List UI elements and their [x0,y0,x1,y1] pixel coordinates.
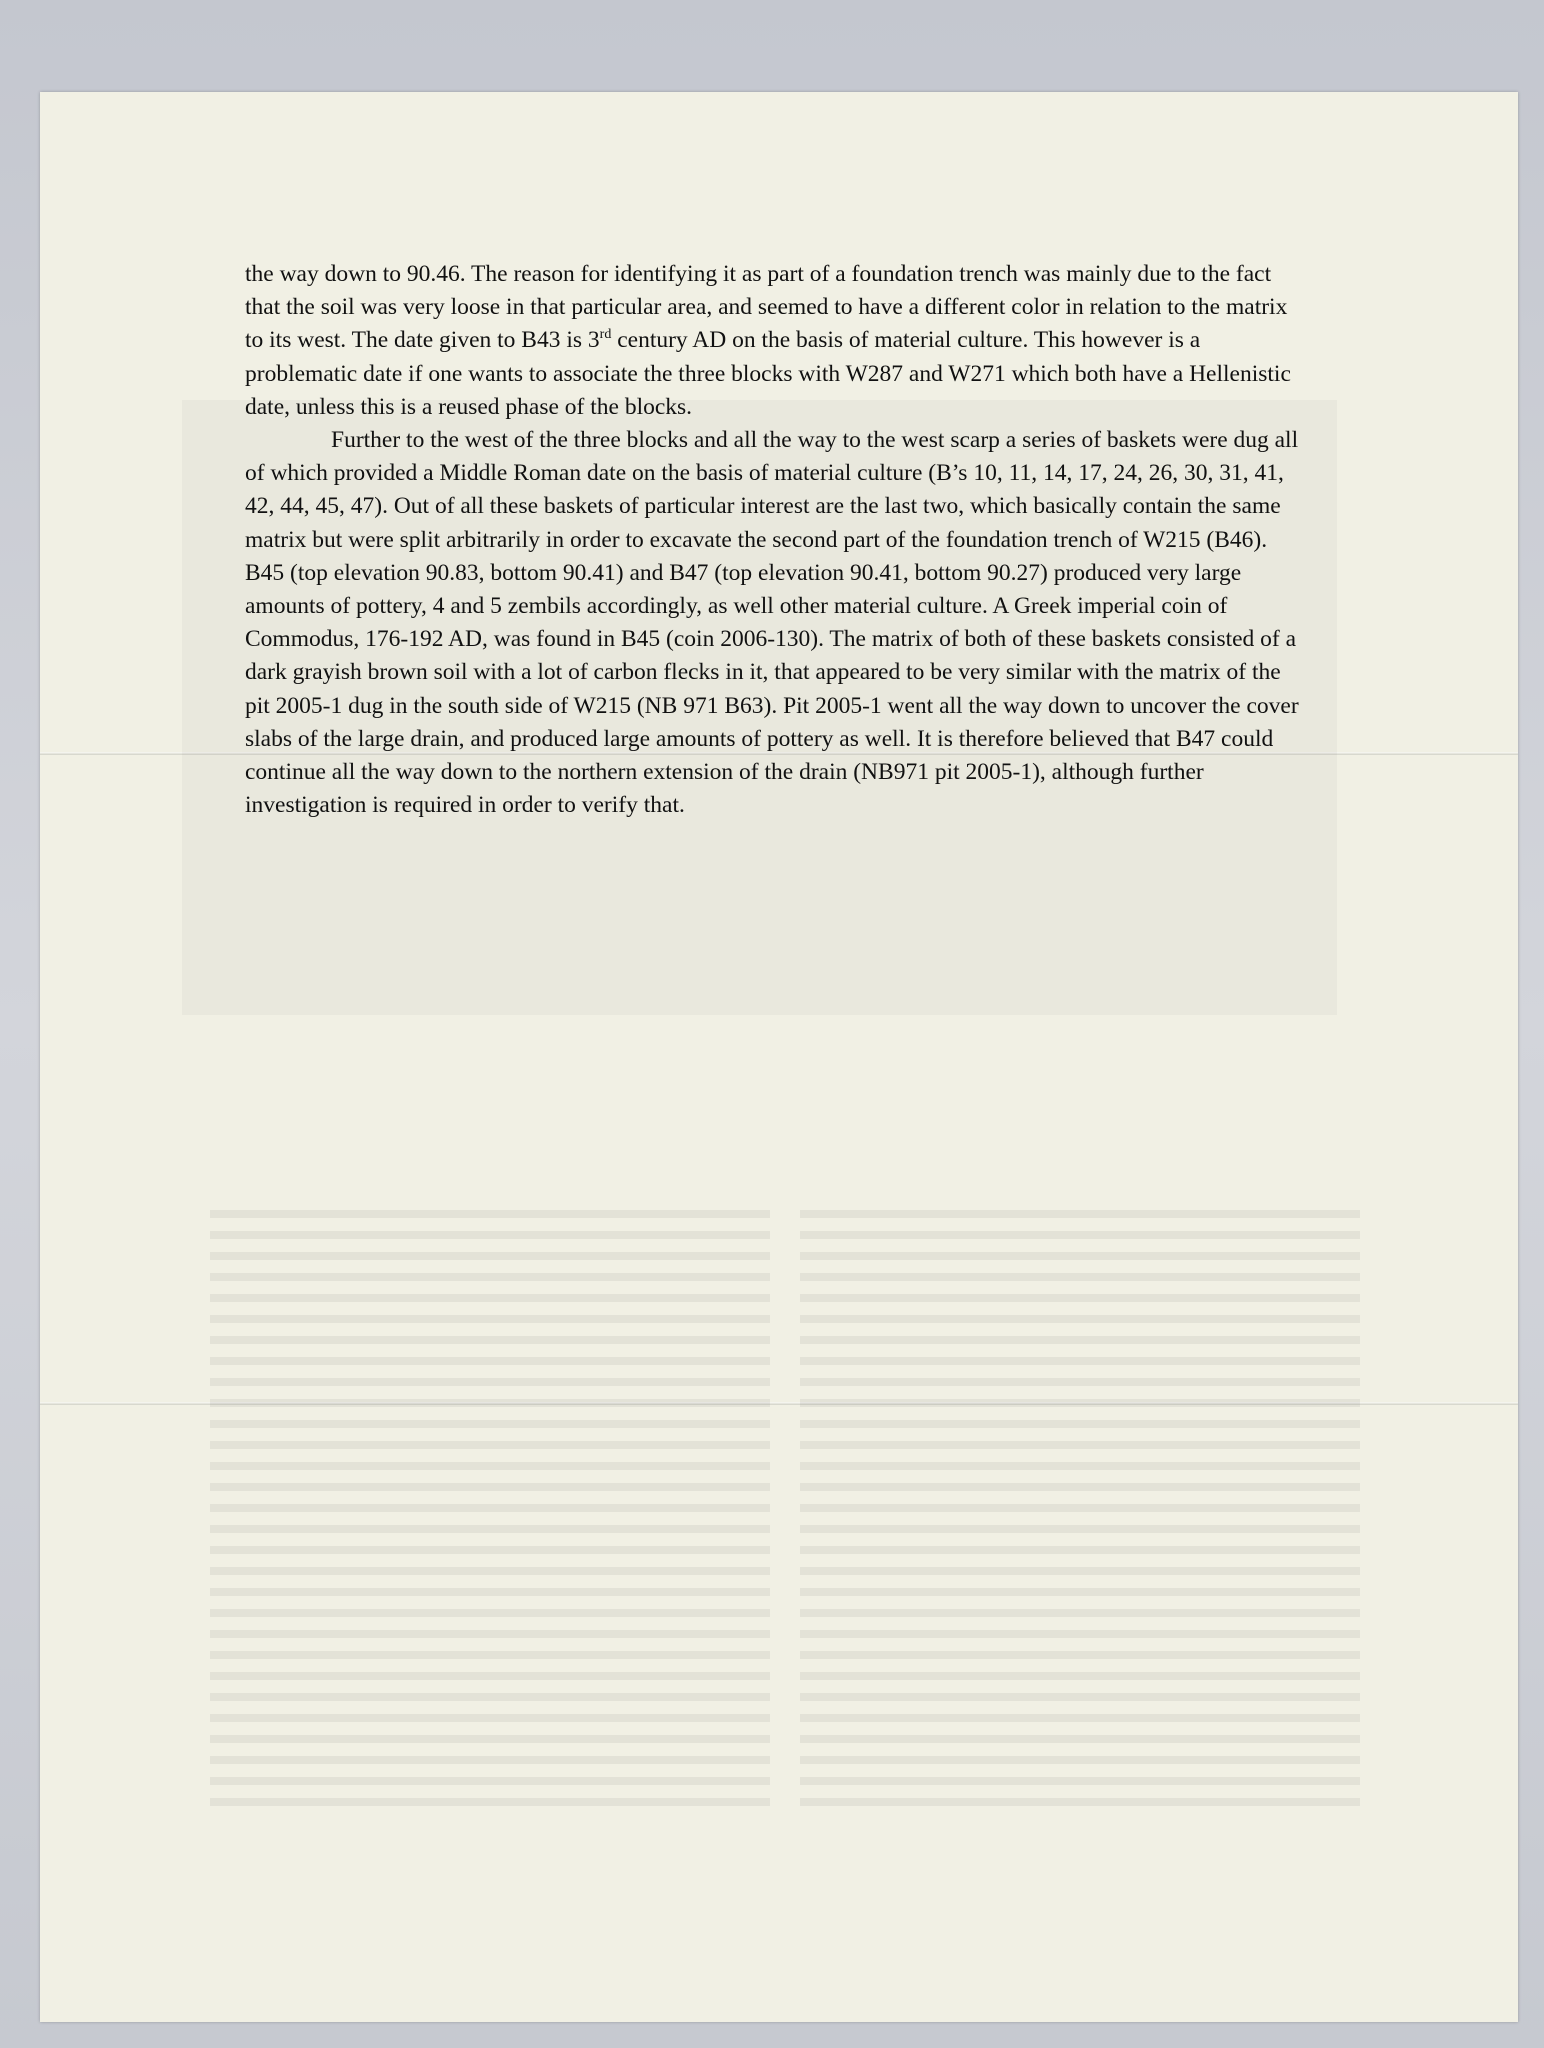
paragraph-1-text: the way down to 90.46. The reason for identifying it as part of a foundation trench was mainly due to the fact that the soil was very loose in that particular area, and seemed to have a different color in relation to the matrix to its west. The date given to B43 is 3 [245,261,1288,354]
paragraph-1 [245,258,1305,424]
ordinal-superscript: rd [599,327,612,343]
paragraph-2: Further to the west of the three blocks and all the way to the west scarp a series of baskets were dug all of which provided a Middle Roman date on the basis of material culture (B’s 10, 11, 14, 17, 24, 26, 30, 31, 41, 42, 44, 45, 47). Out of all these baskets of particular interest are the last two, which basically contain the same matrix but were split arbitrarily in order to excavate the second part of the foundation trench of W215 (B46). B45 (top elevation 90.83, bottom 90.41) and B47 (top elevation 90.41, bottom 90.27) produced very large amounts of pottery, 4 and 5 zembils accordingly, as well other material culture. A Greek imperial coin of Commodus, 176-192 AD, was found in B45 (coin 2006-130). The matrix of both of these baskets consisted of a dark grayish brown soil with a lot of carbon flecks in it, that appeared to be very similar with the matrix of the pit 2005-1 dug in the south side of W215 (NB 971 B63). Pit 2005-1 went all the way down to uncover the cover slabs of the large drain, and produced large amounts of pottery as well. It is therefore believed that B47 could continue all the way down to the northern extension of the drain (NB971 pit 2005-1), although further investigation is required in order to verify that. [245,427,1299,819]
bleed-through-text-column [210,1210,770,1810]
bleed-through-text-column [800,1210,1360,1810]
paragraph-1-text-continued: century AD on the basis of material culture. This however is a problematic date if one wants to associate the three blocks with W287 and W271 which both have a Hellenistic date, unless this is a reused phase of the blocks. [245,327,1291,420]
document-body [245,258,1305,822]
